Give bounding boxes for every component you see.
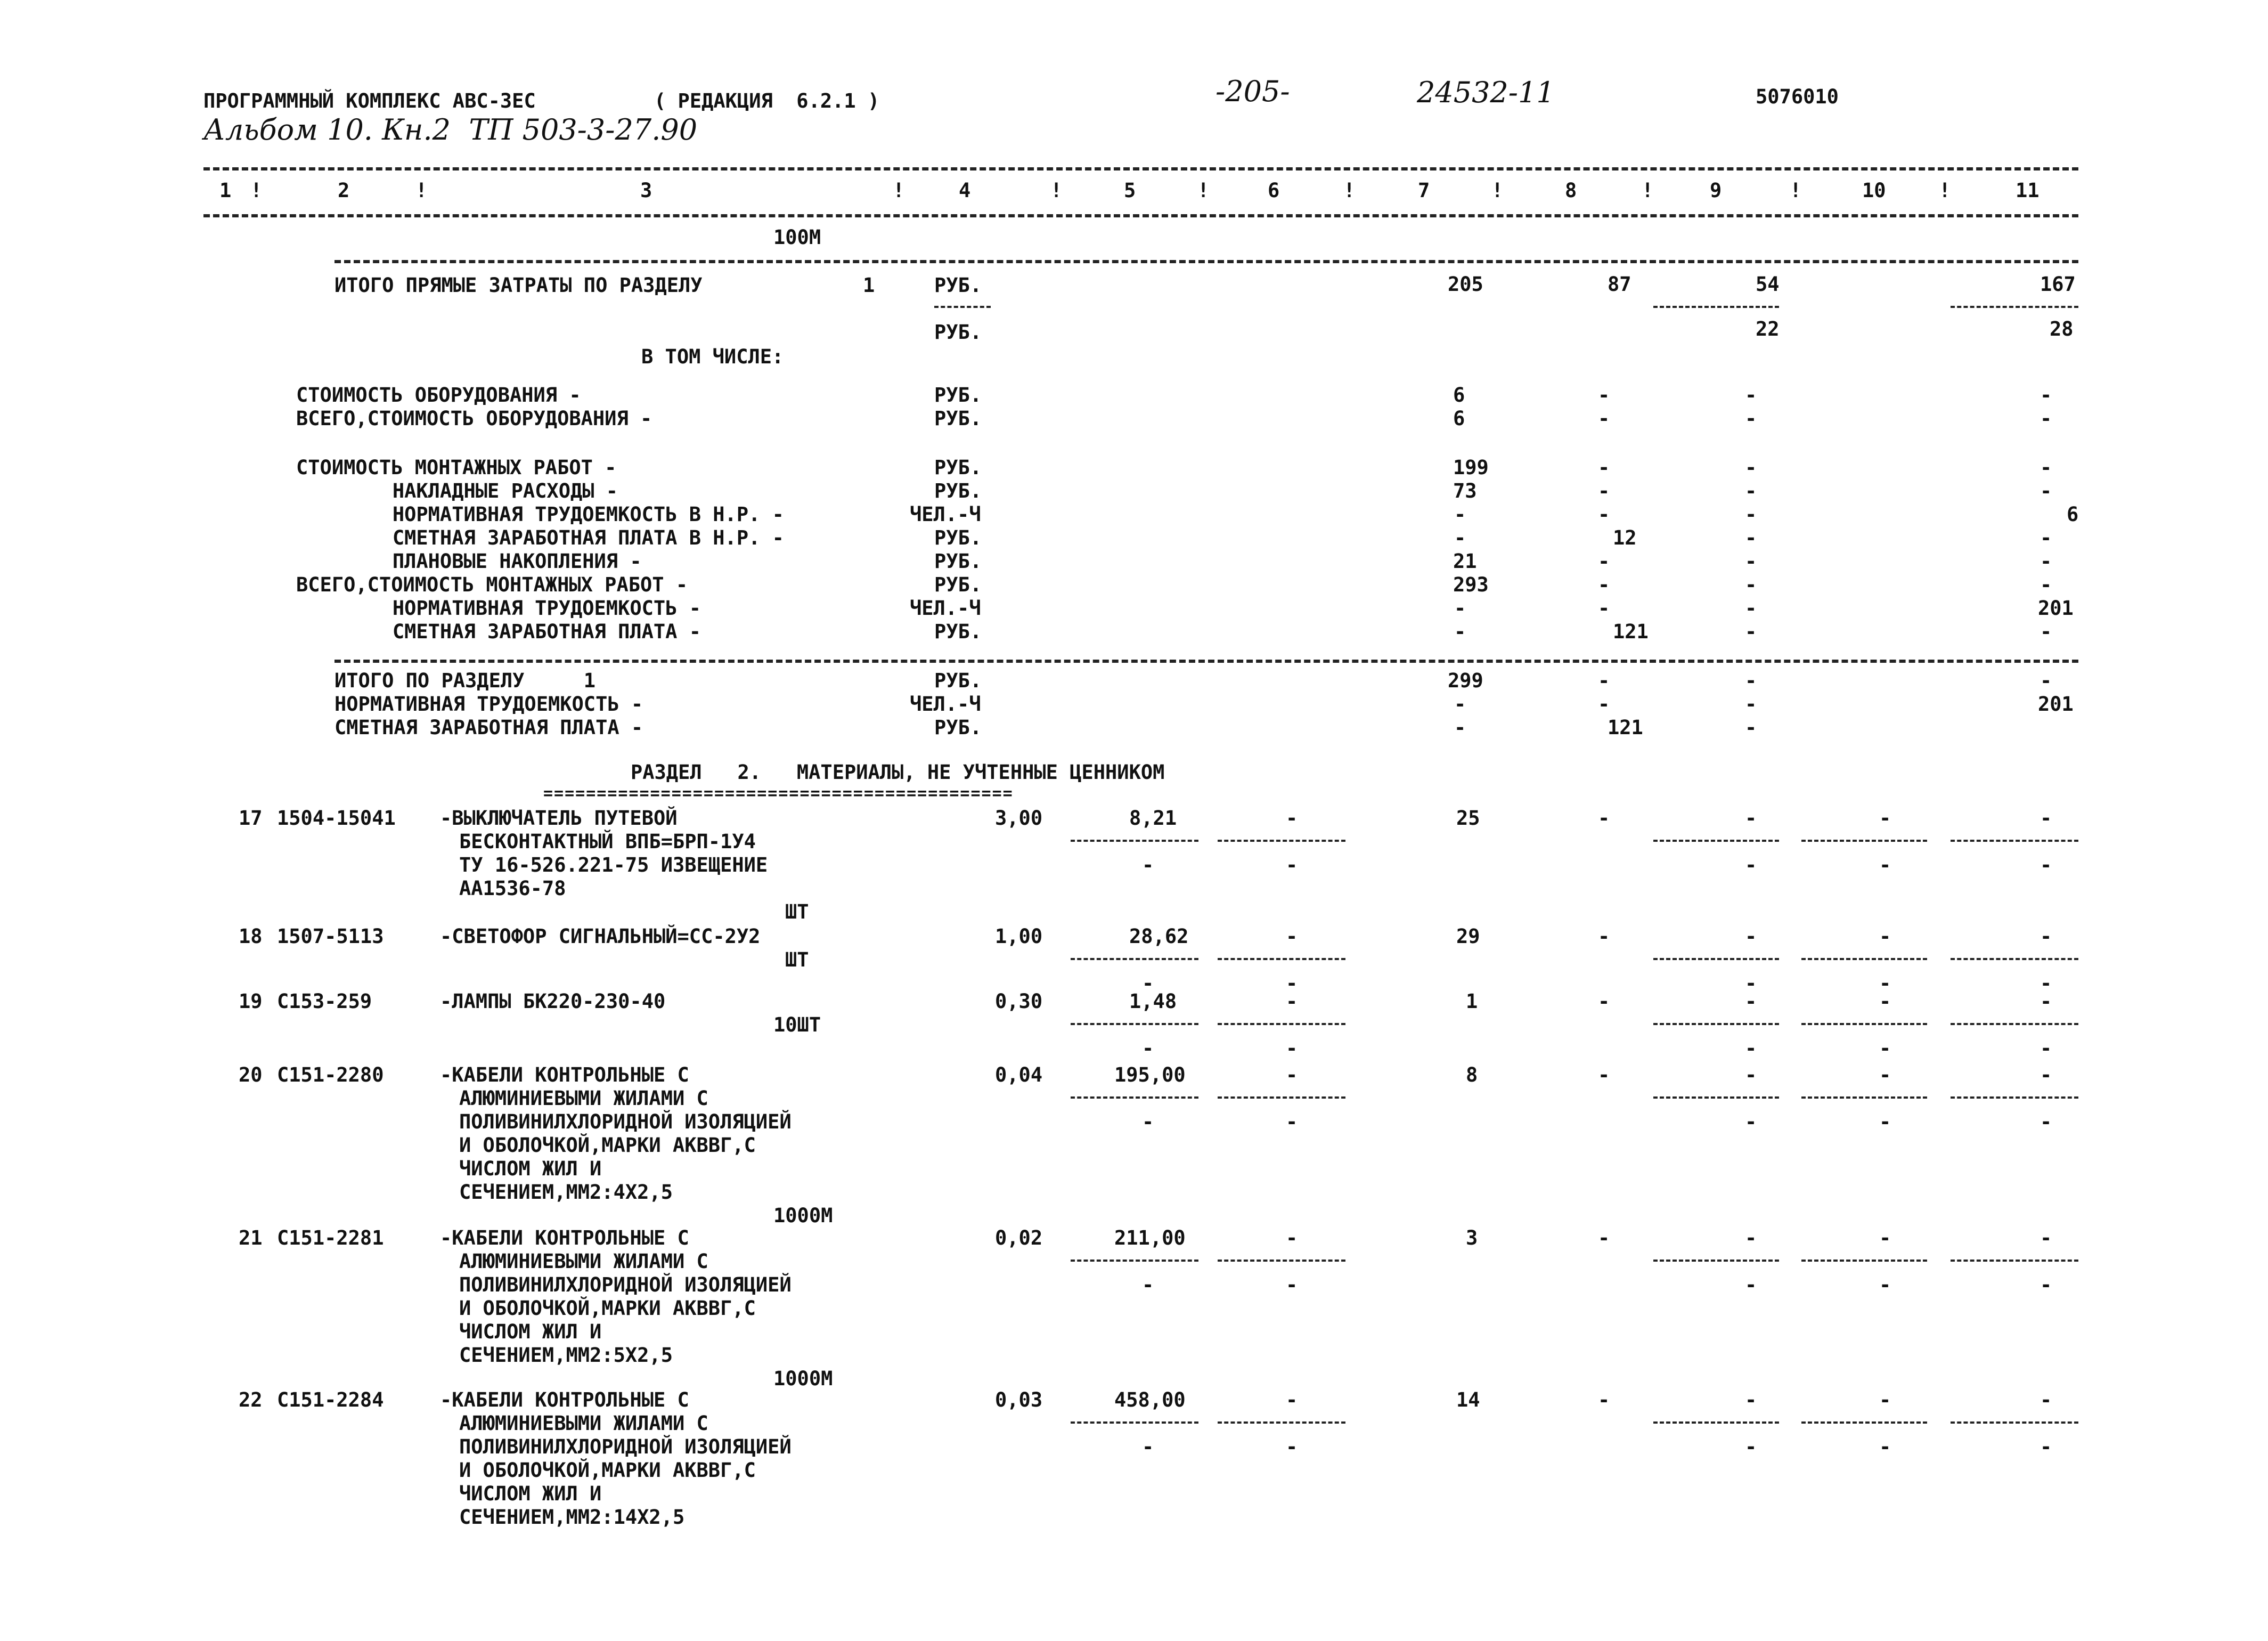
cost-row-col9: - (1745, 384, 1757, 407)
item-description-line: СЕЧЕНИЕМ,ММ2:4Х2,5 (459, 1181, 673, 1204)
item-col10: - (1879, 1063, 1891, 1086)
item-sub-col10: - (1879, 1273, 1891, 1296)
item-sub-col6: - (1286, 1110, 1298, 1133)
item-unit: ШТ (785, 948, 809, 971)
item-sub-col5: - (1142, 1435, 1154, 1458)
cost-row-col7: 6 (1453, 384, 1465, 407)
cost-row-label: СТОИМОСТЬ ОБОРУДОВАНИЯ - (296, 384, 581, 407)
item-quantity: 0,04 (995, 1063, 1043, 1086)
item-value-rule (1071, 1023, 1198, 1025)
item-col8: - (1598, 807, 1610, 830)
item-unit: 1000М (773, 1204, 833, 1227)
item-value-rule (1071, 1421, 1198, 1424)
item-description-line: СЕЧЕНИЕМ,ММ2:14Х2,5 (459, 1506, 685, 1529)
item-description-line: -КАБЕЛИ КОНТРОЛЬНЫЕ С (440, 1388, 689, 1411)
cost-row-col11: - (2040, 526, 2052, 549)
item-code: С153-259 (277, 990, 372, 1013)
item-col7: 14 (1456, 1388, 1480, 1411)
item-col10: - (1879, 990, 1891, 1013)
item-col8: - (1598, 1388, 1610, 1411)
item-sub-col9: - (1745, 972, 1757, 995)
item-value-rule (1951, 1421, 2078, 1424)
item-quantity: 0,02 (995, 1226, 1043, 1249)
item-description-line: ПОЛИВИНИЛХЛОРИДНОЙ ИЗОЛЯЦИЕЙ (459, 1273, 792, 1296)
direct-costs-label: ИТОГО ПРЯМЫЕ ЗАТРАТЫ ПО РАЗДЕЛУ (335, 274, 703, 297)
item-sub-col11: - (2040, 854, 2052, 876)
item-col9: - (1745, 1063, 1757, 1086)
item-sub-col5: - (1142, 854, 1154, 876)
item-value-rule (1653, 958, 1779, 960)
cost-row-label: НОРМАТИВНАЯ ТРУДОЕМКОСТЬ В Н.Р. - (357, 503, 784, 526)
item-col7: 8 (1466, 1063, 1478, 1086)
column-separator: ! (250, 179, 263, 202)
column-separator: ! (1491, 179, 1504, 202)
item-sub-col5: - (1142, 1110, 1154, 1133)
column-header-6: 6 (1268, 179, 1280, 202)
top-unit: 100М (773, 226, 821, 249)
section-total-col8: 121 (1608, 716, 1643, 739)
item-col9: - (1745, 1388, 1757, 1411)
direct-costs-col8: 87 (1608, 273, 1631, 296)
item-description-line: -ВЫКЛЮЧАТЕЛЬ ПУТЕВОЙ (440, 807, 678, 830)
cost-row-col11: - (2040, 480, 2052, 502)
edition-label: ( РЕДАКЦИЯ 6.2.1 ) (654, 90, 880, 112)
section-rule-2 (335, 660, 2078, 663)
cost-row-col8: - (1598, 384, 1610, 407)
item-description-line: ПОЛИВИНИЛХЛОРИДНОЙ ИЗОЛЯЦИЕЙ (459, 1435, 792, 1458)
cost-row-col9: - (1745, 480, 1757, 502)
column-header-8: 8 (1565, 179, 1577, 202)
section-total-unit: РУБ. (934, 716, 982, 739)
cost-row-col9: - (1745, 456, 1757, 479)
cost-row-col7: 293 (1453, 573, 1489, 596)
section-total-col9: - (1745, 716, 1757, 739)
item-description-line: И ОБОЛОЧКОЙ,МАРКИ АКВВГ,С (459, 1134, 756, 1157)
item-code: 1504-15041 (277, 807, 396, 830)
cost-row-col11: - (2040, 407, 2052, 430)
cost-row-col7: - (1454, 503, 1466, 526)
item-sub-col5: - (1142, 1273, 1154, 1296)
section-total-col7: - (1454, 716, 1466, 739)
item-col6: - (1286, 1226, 1298, 1249)
column-header-2: 2 (338, 179, 350, 202)
cost-row-col7: - (1454, 620, 1466, 643)
column-separator: ! (1939, 179, 1951, 202)
item-sub-col5: - (1142, 1037, 1154, 1060)
item-description-line: ЧИСЛОМ ЖИЛ И (459, 1157, 602, 1180)
cost-row-col9: - (1745, 620, 1757, 643)
direct-col11-rule (1951, 306, 2078, 308)
cost-row-label: ПЛАНОВЫЕ НАКОПЛЕНИЯ - (357, 550, 642, 573)
item-unit-price: 8,21 (1129, 807, 1177, 830)
cost-row-label: ВСЕГО,СТОИМОСТЬ МОНТАЖНЫХ РАБОТ - (296, 573, 688, 596)
item-sub-col6: - (1286, 1435, 1298, 1458)
item-value-rule (1071, 1096, 1198, 1099)
direct-costs-col11-b: 28 (2050, 318, 2074, 340)
item-sub-col11: - (2040, 1273, 2052, 1296)
item-sub-col5: - (1142, 972, 1154, 995)
item-sub-col6: - (1286, 1037, 1298, 1060)
section-total-col7: 299 (1448, 669, 1483, 692)
direct-costs-col9-b: 22 (1756, 318, 1780, 340)
column-header-11: 11 (2016, 179, 2039, 202)
item-col6: - (1286, 990, 1298, 1013)
item-sub-col10: - (1879, 1110, 1891, 1133)
column-separator: ! (1343, 179, 1356, 202)
item-sub-col11: - (2040, 1110, 2052, 1133)
item-number: 18 (239, 925, 263, 948)
item-col10: - (1879, 807, 1891, 830)
item-number: 21 (239, 1226, 263, 1249)
document-number: 24532-11 (1417, 76, 1555, 109)
cost-row-unit: РУБ. (934, 480, 982, 502)
item-description-line: АА1536-78 (459, 877, 566, 900)
item-value-rule (1218, 1260, 1345, 1262)
cost-row-col8: - (1598, 503, 1610, 526)
item-code: С151-2280 (277, 1063, 384, 1086)
item-col9: - (1745, 925, 1757, 948)
item-sub-col10: - (1879, 972, 1891, 995)
item-value-rule (1653, 1421, 1779, 1424)
cost-row-label: НАКЛАДНЫЕ РАСХОДЫ - (357, 480, 618, 502)
item-number: 22 (239, 1388, 263, 1411)
item-value-rule (1218, 1421, 1345, 1424)
item-sub-col11: - (2040, 1037, 2052, 1060)
item-description-line: -КАБЕЛИ КОНТРОЛЬНЫЕ С (440, 1226, 689, 1249)
item-col7: 25 (1456, 807, 1480, 830)
header-bottom-rule (203, 214, 2078, 217)
column-separator: ! (893, 179, 905, 202)
cost-row-unit: РУБ. (934, 384, 982, 407)
section-total-unit: ЧЕЛ.-Ч (910, 693, 981, 716)
item-value-rule (1801, 840, 1927, 842)
item-sub-col9: - (1745, 854, 1757, 876)
item-sub-col6: - (1286, 854, 1298, 876)
cost-row-col8: 121 (1613, 620, 1649, 643)
cost-row-unit: ЧЕЛ.-Ч (910, 503, 981, 526)
section-total-col7: - (1454, 693, 1466, 716)
item-description-line: СЕЧЕНИЕМ,ММ2:5Х2,5 (459, 1344, 673, 1367)
column-separator: ! (415, 179, 428, 202)
column-separator: ! (1050, 179, 1063, 202)
item-description-line: ТУ 16-526.221-75 ИЗВЕЩЕНИЕ (459, 854, 768, 876)
item-quantity: 3,00 (995, 807, 1043, 830)
item-description-line: АЛЮМИНИЕВЫМИ ЖИЛАМИ С (459, 1250, 708, 1273)
item-value-rule (1801, 1421, 1927, 1424)
cost-row-label: НОРМАТИВНАЯ ТРУДОЕМКОСТЬ - (357, 597, 701, 620)
item-value-rule (1951, 1096, 2078, 1099)
item-sub-col10: - (1879, 1037, 1891, 1060)
cost-row-label: СМЕТНАЯ ЗАРАБОТНАЯ ПЛАТА В Н.Р. - (357, 526, 784, 549)
item-col11: - (2040, 925, 2052, 948)
cost-row-label: ВСЕГО,СТОИМОСТЬ ОБОРУДОВАНИЯ - (296, 407, 652, 430)
item-value-rule (1218, 958, 1345, 960)
header-top-rule (203, 167, 2078, 170)
item-unit-price: 28,62 (1129, 925, 1189, 948)
cost-row-col8: - (1598, 550, 1610, 573)
cost-row-col7: - (1454, 526, 1466, 549)
item-col7: 3 (1466, 1226, 1478, 1249)
item-description-line: -КАБЕЛИ КОНТРОЛЬНЫЕ С (440, 1063, 689, 1086)
page-number: -205- (1215, 75, 1290, 108)
cost-row-col11: 201 (2038, 597, 2074, 620)
item-value-rule (1071, 1260, 1198, 1262)
cost-row-col8: - (1598, 407, 1610, 430)
item-col11: - (2040, 990, 2052, 1013)
column-header-3: 3 (640, 179, 652, 202)
column-header-1: 1 (219, 179, 232, 202)
item-sub-col9: - (1745, 1435, 1757, 1458)
item-code: 1507-5113 (277, 925, 384, 948)
item-col11: - (2040, 1388, 2052, 1411)
cost-row-col7: 6 (1453, 407, 1465, 430)
item-col6: - (1286, 1063, 1298, 1086)
cost-row-unit: РУБ. (934, 407, 982, 430)
item-col6: - (1286, 807, 1298, 830)
cost-row-col9: - (1745, 573, 1757, 596)
direct-col9-rule (1653, 306, 1779, 308)
cost-row-unit: РУБ. (934, 456, 982, 479)
item-value-rule (1218, 840, 1345, 842)
cost-row-unit: РУБ. (934, 550, 982, 573)
item-sub-col9: - (1745, 1273, 1757, 1296)
item-unit: 10ШТ (773, 1013, 821, 1036)
item-unit: ШТ (785, 900, 809, 923)
cost-row-unit: РУБ. (934, 620, 982, 643)
section-2-title: РАЗДЕЛ 2. МАТЕРИАЛЫ, НЕ УЧТЕННЫЕ ЦЕННИКОМ (631, 761, 1165, 784)
cost-row-col8: - (1598, 480, 1610, 502)
item-sub-col9: - (1745, 1037, 1757, 1060)
item-col7: 1 (1466, 990, 1478, 1013)
item-sub-col10: - (1879, 854, 1891, 876)
column-header-9: 9 (1710, 179, 1722, 202)
cost-row-col8: - (1598, 573, 1610, 596)
item-col8: - (1598, 925, 1610, 948)
program-title: ПРОГРАММНЫЙ КОМПЛЕКС АВС-3ЕС (203, 90, 536, 112)
item-sub-col6: - (1286, 1273, 1298, 1296)
document-code: 5076010 (1756, 85, 1839, 108)
cost-row-col8: - (1598, 456, 1610, 479)
item-value-rule (1801, 958, 1927, 960)
item-sub-col11: - (2040, 972, 2052, 995)
cost-row-col11: - (2040, 384, 2052, 407)
album-reference: Альбом 10. Кн.2 ТП 503-3-27.90 (203, 113, 698, 147)
item-description-line: -СВЕТОФОР СИГНАЛЬНЫЙ=СС-2У2 (440, 925, 761, 948)
item-col10: - (1879, 1388, 1891, 1411)
item-description-line: ЧИСЛОМ ЖИЛ И (459, 1320, 602, 1343)
direct-costs-col9: 54 (1756, 273, 1780, 296)
item-col11: - (2040, 807, 2052, 830)
item-value-rule (1071, 958, 1198, 960)
item-col10: - (1879, 1226, 1891, 1249)
item-value-rule (1951, 1260, 2078, 1262)
cost-row-unit: ЧЕЛ.-Ч (910, 597, 981, 620)
cost-row-col11: - (2040, 620, 2052, 643)
cost-row-unit: РУБ. (934, 573, 982, 596)
direct-costs-section: 1 (863, 274, 875, 297)
item-value-rule (1653, 840, 1779, 842)
cost-row-col11: - (2040, 573, 2052, 596)
item-col8: - (1598, 1063, 1610, 1086)
section-total-label: СМЕТНАЯ ЗАРАБОТНАЯ ПЛАТА - (335, 716, 643, 739)
item-number: 19 (239, 990, 263, 1013)
item-description-line: И ОБОЛОЧКОЙ,МАРКИ АКВВГ,С (459, 1297, 756, 1320)
column-header-10: 10 (1862, 179, 1886, 202)
column-header-5: 5 (1124, 179, 1136, 202)
direct-costs-unit-2: РУБ. (934, 321, 982, 344)
item-col9: - (1745, 807, 1757, 830)
item-description-line: ПОЛИВИНИЛХЛОРИДНОЙ ИЗОЛЯЦИЕЙ (459, 1110, 792, 1133)
cost-row-col7: 73 (1453, 480, 1477, 502)
section-total-col9: - (1745, 669, 1757, 692)
cost-row-label: СТОИМОСТЬ МОНТАЖНЫХ РАБОТ - (296, 456, 617, 479)
column-header-7: 7 (1418, 179, 1430, 202)
item-unit-price: 1,48 (1129, 990, 1177, 1013)
item-sub-col6: - (1286, 972, 1298, 995)
cost-row-col9: - (1745, 526, 1757, 549)
direct-costs-unit: РУБ. (934, 274, 982, 297)
item-value-rule (1951, 1023, 2078, 1025)
item-quantity: 1,00 (995, 925, 1043, 948)
item-code: С151-2284 (277, 1388, 384, 1411)
item-unit-price: 211,00 (1114, 1226, 1186, 1249)
column-header-4: 4 (959, 179, 971, 202)
cost-row-col7: 199 (1453, 456, 1489, 479)
item-code: С151-2281 (277, 1226, 384, 1249)
section-total-col8: - (1598, 669, 1610, 692)
including-label: В ТОМ ЧИСЛЕ: (641, 345, 784, 368)
section-total-col11: 201 (2038, 693, 2074, 716)
item-unit: 1000М (773, 1367, 833, 1390)
item-description-line: И ОБОЛОЧКОЙ,МАРКИ АКВВГ,С (459, 1459, 756, 1482)
cost-row-col7: 21 (1453, 550, 1477, 573)
item-value-rule (1951, 958, 2078, 960)
cost-row-col9: - (1745, 503, 1757, 526)
item-value-rule (1218, 1023, 1345, 1025)
cost-row-col11: 6 (2067, 503, 2079, 526)
item-unit-price: 195,00 (1114, 1063, 1186, 1086)
section-total-unit: РУБ. (934, 669, 982, 692)
item-unit-price: 458,00 (1114, 1388, 1186, 1411)
item-number: 20 (239, 1063, 263, 1086)
section-total-col8: - (1598, 693, 1610, 716)
item-value-rule (1653, 1023, 1779, 1025)
item-col11: - (2040, 1063, 2052, 1086)
item-col8: - (1598, 1226, 1610, 1249)
item-description-line: БЕСКОНТАКТНЫЙ ВПБ=БРП-1У4 (459, 830, 756, 853)
item-description-line: АЛЮМИНИЕВЫМИ ЖИЛАМИ С (459, 1412, 708, 1435)
item-col8: - (1598, 990, 1610, 1013)
item-description-line: АЛЮМИНИЕВЫМИ ЖИЛАМИ С (459, 1087, 708, 1110)
item-sub-col10: - (1879, 1435, 1891, 1458)
section-2-underline: ============================================ (543, 784, 1014, 803)
item-col10: - (1879, 925, 1891, 948)
direct-costs-col7: 205 (1448, 273, 1483, 296)
column-separator: ! (1197, 179, 1210, 202)
item-col7: 29 (1456, 925, 1480, 948)
item-sub-col9: - (1745, 1110, 1757, 1133)
item-value-rule (1951, 840, 2078, 842)
item-col6: - (1286, 925, 1298, 948)
item-value-rule (1801, 1260, 1927, 1262)
item-col9: - (1745, 990, 1757, 1013)
item-number: 17 (239, 807, 263, 830)
item-sub-col11: - (2040, 1435, 2052, 1458)
cost-row-col9: - (1745, 550, 1757, 573)
item-quantity: 0,03 (995, 1388, 1043, 1411)
item-quantity: 0,30 (995, 990, 1043, 1013)
cost-row-col7: - (1454, 597, 1466, 620)
direct-costs-col11: 167 (2040, 273, 2076, 296)
cost-row-col11: - (2040, 550, 2052, 573)
item-value-rule (1218, 1096, 1345, 1099)
section-total-label: ИТОГО ПО РАЗДЕЛУ 1 (335, 669, 596, 692)
item-value-rule (1801, 1023, 1927, 1025)
section-total-col11: - (2040, 669, 2052, 692)
cost-row-col11: - (2040, 456, 2052, 479)
cost-row-unit: РУБ. (934, 526, 982, 549)
column-separator: ! (1790, 179, 1802, 202)
item-value-rule (1801, 1096, 1927, 1099)
item-value-rule (1071, 840, 1198, 842)
section-total-label: НОРМАТИВНАЯ ТРУДОЕМКОСТЬ - (335, 693, 643, 716)
cost-row-col9: - (1745, 407, 1757, 430)
section-rule-1 (335, 260, 2078, 263)
column-separator: ! (1642, 179, 1654, 202)
cost-row-col9: - (1745, 597, 1757, 620)
item-description-line: -ЛАМПЫ БК220-230-40 (440, 990, 666, 1013)
item-col9: - (1745, 1226, 1757, 1249)
item-col6: - (1286, 1388, 1298, 1411)
cost-row-col8: - (1598, 597, 1610, 620)
section-total-col9: - (1745, 693, 1757, 716)
cost-row-label: СМЕТНАЯ ЗАРАБОТНАЯ ПЛАТА - (357, 620, 701, 643)
direct-unit-rule (934, 306, 991, 308)
item-value-rule (1653, 1260, 1779, 1262)
cost-row-col8: 12 (1613, 526, 1637, 549)
item-col11: - (2040, 1226, 2052, 1249)
item-value-rule (1653, 1096, 1779, 1099)
item-description-line: ЧИСЛОМ ЖИЛ И (459, 1482, 602, 1505)
